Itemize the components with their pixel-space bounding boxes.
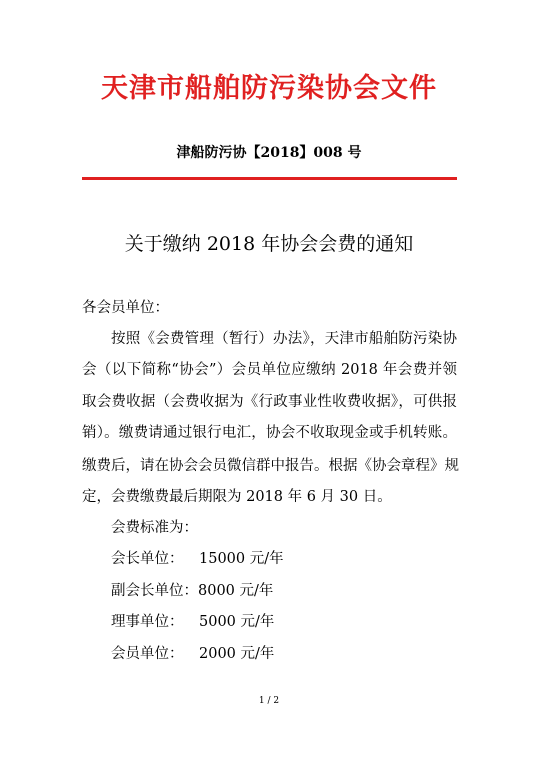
fee-row-vice-president — [111, 581, 273, 601]
body-line-6: 定，会费缴费最后期限为 2018 年 6 月 30 日。 — [82, 489, 392, 505]
body-line-2: 会（以下简称“协会”）会员单位应缴纳 2018 年会费并领 — [82, 362, 457, 378]
body-line-4: 销）。缴费请通过银行电汇，协会不收取现金或手机转账。 — [82, 425, 457, 441]
fee-amount: 8000 元/年 — [198, 583, 274, 599]
fee-row-director — [111, 612, 274, 632]
fee-label: 副会长单位： — [111, 583, 198, 599]
body-line-5: 缴费后，请在协会会员微信群中报告。根据《协会章程》规 — [82, 458, 459, 474]
page-indicator: 1 / 2 — [258, 696, 280, 706]
fee-label: 会长单位： — [111, 551, 184, 567]
fee-heading: 会费标准为： — [111, 520, 198, 536]
notice-title: 关于缴纳 2018 年协会会费的通知 — [124, 233, 414, 255]
fee-label: 会员单位： — [111, 646, 184, 662]
salutation: 各会员单位： — [82, 300, 169, 316]
document-number: 津船防污协【2018】008 号 — [176, 145, 362, 161]
fee-amount: 5000 元/年 — [199, 614, 275, 630]
body-line-3: 取会费收据（会费收据为《行政事业性收费收据》，可供报 — [82, 394, 457, 410]
fee-amount: 2000 元/年 — [199, 646, 275, 662]
body-line-1: 按照《会费管理（暂行）办法》，天津市船舶防污染协 — [111, 331, 457, 347]
fee-row-member — [111, 644, 274, 664]
fee-row-president — [111, 549, 284, 569]
fee-label: 理事单位： — [111, 614, 184, 630]
red-divider-rule — [82, 177, 457, 180]
fee-amount: 15000 元/年 — [199, 551, 284, 567]
masthead-title: 天津市船舶防污染协会文件 — [101, 73, 437, 104]
